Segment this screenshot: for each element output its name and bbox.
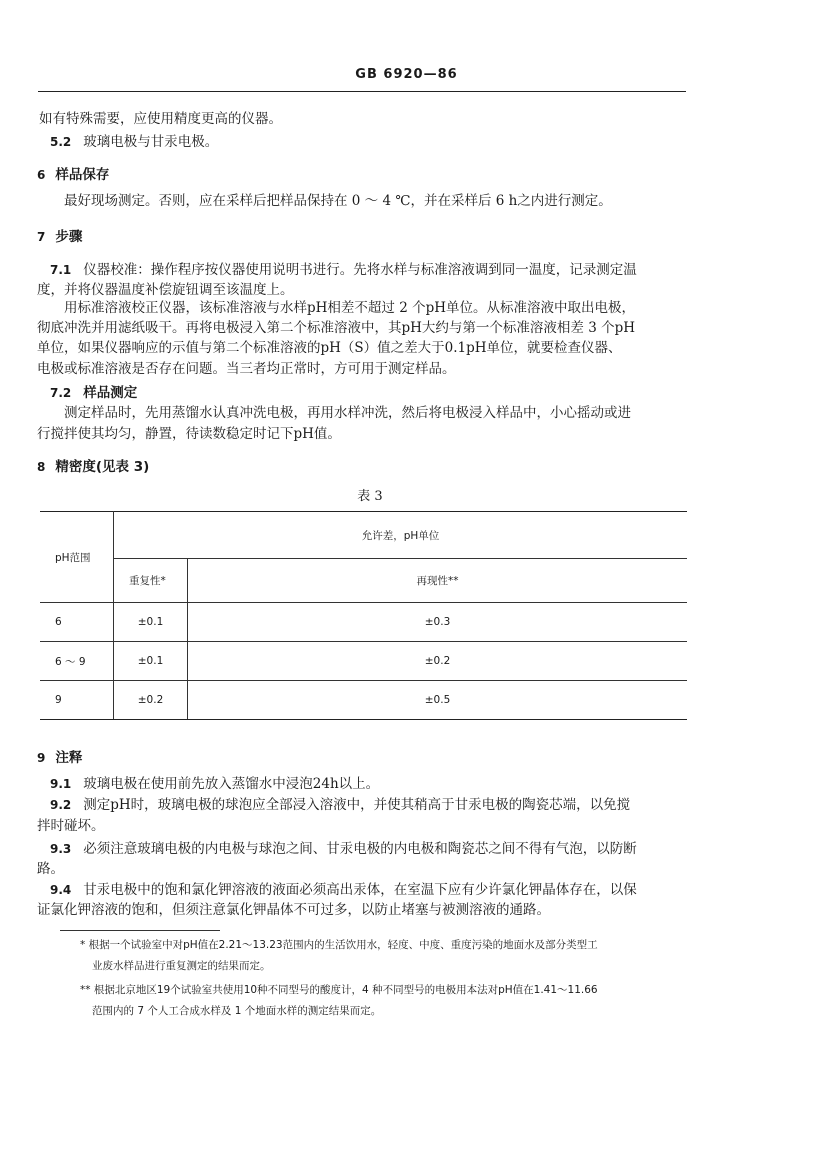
section-9-2-line-1 [50, 796, 630, 814]
cell-repeat: ±0.1 [114, 603, 188, 642]
section-text: 玻璃电极与甘汞电极。 [83, 134, 219, 150]
section-title: 样品保存 [55, 167, 110, 183]
section-title: 注释 [55, 750, 83, 766]
section-9-4-line-1 [50, 881, 637, 899]
section-9-3-line-1 [50, 840, 637, 858]
footnote-1-line-2: 业废水样品进行重复测定的结果而定。 [92, 960, 271, 972]
intro-paragraph: 如有特殊需要，应使用精度更高的仪器。 [39, 111, 282, 127]
section-number: 7.1 [50, 263, 72, 277]
section-number: 9.4 [50, 883, 72, 897]
section-7-2-line-2: 行搅拌使其均匀，静置，待读数稳定时记下pH值。 [37, 426, 341, 442]
section-7-1-line-1 [50, 261, 637, 279]
header-rule [38, 91, 686, 92]
footnote-rule [60, 930, 220, 931]
section-title: 步骤 [55, 229, 83, 245]
section-text: 测定pH时，玻璃电极的球泡应全部浸入溶液中，并使其稍高于甘汞电极的陶瓷芯端，以免搅 [83, 797, 631, 813]
section-number: 5.2 [50, 135, 72, 149]
section-number: 7.2 [50, 386, 72, 400]
section-9-3-line-2: 路。 [37, 861, 64, 877]
table-row [40, 681, 687, 720]
section-number: 9.3 [50, 842, 72, 856]
section-number: 9.2 [50, 798, 72, 812]
section-title: 样品测定 [83, 385, 138, 401]
cell-repeat: ±0.1 [114, 642, 188, 681]
section-8-heading [37, 458, 149, 476]
section-text: 必须注意玻璃电极的内电极与球泡之间、甘汞电极的内电极和陶瓷芯之间不得有气泡，以防断 [83, 841, 637, 857]
cell-range: 6 ～ 9 [40, 642, 114, 681]
precision-table [40, 511, 687, 720]
section-text: 玻璃电极在使用前先放入蒸馏水中浸泡24h以上。 [83, 776, 380, 792]
header-ph-range: pH范围 [40, 512, 114, 603]
section-6-heading [37, 166, 109, 184]
section-7-1-line-5: 单位，如果仪器响应的示值与第二个标准溶液的pH（S）值之差大于0.1pH单位，就要检查仪器、 [37, 340, 622, 356]
cell-repeat: ±0.2 [114, 681, 188, 720]
header-allowed-difference: 允许差，pH单位 [114, 512, 688, 559]
section-7-1-line-6: 电极或标准溶液是否存在问题。当三者均正常时，方可用于测定样品。 [37, 361, 456, 377]
section-5-2 [50, 133, 218, 151]
section-7-2-line-1: 测定样品时，先用蒸馏水认真冲洗电极，再用水样冲洗，然后将电极浸入样品中，小心摇动或进 [64, 405, 631, 421]
section-9-2-line-2: 拌时碰坏。 [37, 818, 105, 834]
section-7-heading [37, 228, 82, 246]
section-number: 8 [37, 460, 46, 474]
footnote-2-line-1: ** 根据北京地区19个试验室共使用10种不同型号的酸度计，4 种不同型号的电极用本法对pH值在1.41～11.66 [80, 984, 598, 996]
cell-reproduce: ±0.3 [188, 603, 688, 642]
header-reproducibility: 再现性** [188, 559, 688, 603]
cell-range: 6 [40, 603, 114, 642]
table-row [40, 603, 687, 642]
section-7-1-line-3: 用标准溶液校正仪器，该标准溶液与水样pH相差不超过 2 个pH单位。从标准溶液中取出电极， [64, 300, 636, 316]
section-7-1-line-4: 彻底冲洗并用滤纸吸干。再将电极浸入第二个标准溶液中，其pH大约与第一个标准溶液相差 3 个pH [37, 320, 635, 336]
footnote-1-line-1: * 根据一个试验室中对pH值在2.21～13.23范围内的生活饮用水，轻度、中度、重度污染的地面水及部分类型工 [80, 939, 598, 951]
cell-reproduce: ±0.5 [188, 681, 688, 720]
cell-range: 9 [40, 681, 114, 720]
section-7-1-line-2: 度，并将仪器温度补偿旋钮调至该温度上。 [37, 282, 294, 298]
section-text: 甘汞电极中的饱和氯化钾溶液的液面必须高出汞体，在室温下应有少许氯化钾晶体存在，以保 [83, 882, 637, 898]
footnote-2-line-2: 范围内的 7 个人工合成水样及 1 个地面水样的测定结果而定。 [92, 1005, 382, 1017]
table-caption: 表 3 [357, 489, 383, 504]
cell-reproduce: ±0.2 [188, 642, 688, 681]
section-number: 9 [37, 751, 46, 765]
section-6-text: 最好现场测定。否则，应在采样后把样品保持在 0 ～ 4 ℃，并在采样后 6 h之内进行测定。 [64, 193, 612, 209]
table-row [40, 642, 687, 681]
section-9-heading [37, 749, 82, 767]
section-text: 仪器校准：操作程序按仪器使用说明书进行。先将水样与标准溶液调到同一温度，记录测定温 [83, 262, 637, 278]
section-number: 6 [37, 168, 46, 182]
header-repeatability: 重复性* [114, 559, 188, 603]
section-9-1 [50, 775, 379, 793]
section-7-2-heading [50, 384, 137, 402]
section-number: 9.1 [50, 777, 72, 791]
section-number: 7 [37, 230, 46, 244]
section-9-4-line-2: 证氯化钾溶液的饱和，但须注意氯化钾晶体不可过多，以防止堵塞与被测溶液的通路。 [37, 902, 550, 918]
page-header-code: GB 6920—86 [355, 67, 458, 82]
section-title: 精密度(见表 3) [55, 459, 150, 475]
